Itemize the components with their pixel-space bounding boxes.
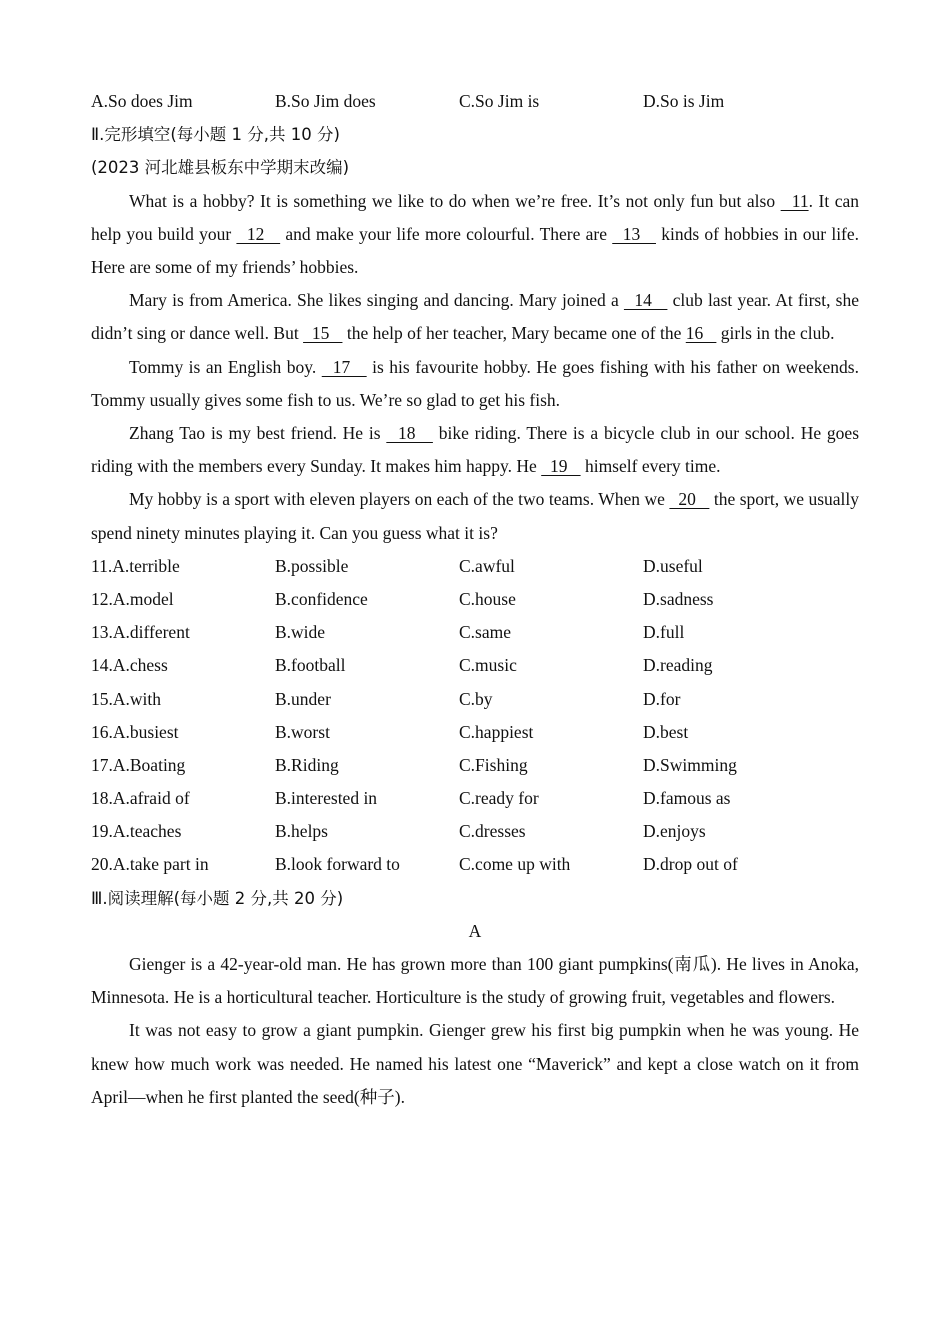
document-page (91, 85, 859, 1114)
option-c: C.Fishing (459, 754, 528, 775)
option-d: D.sadness (643, 588, 714, 609)
option-d: D.enjoys (643, 821, 706, 842)
option-a: 12.A.model (91, 588, 174, 609)
option-a: 11.A.terrible (91, 555, 180, 576)
question-row (91, 815, 859, 848)
option-c: C.by (459, 688, 493, 709)
question-row (91, 782, 859, 815)
option-d: D.Swimming (643, 754, 737, 775)
passage-label: A (468, 920, 482, 941)
option-d: D.best (643, 721, 689, 742)
question-row (91, 583, 859, 616)
section2-source: (2023 河北雄县板东中学期末改编) (91, 158, 350, 178)
reading-paragraph-2: It was not easy to grow a giant pumpkin. Gienger grew his first big pumpkin when he was young. He knew how much work was needed. He named his latest one “Maverick” and kept a close watch on it from April—when he first planted the seed(种子). (91, 1020, 859, 1107)
blank-11: 11 (780, 190, 809, 211)
cloze-paragraph-1: What is a hobby? It is something we like to do when we’re free. It’s not only fun but also 11. It can help you build your 12 and make your life more colourful. There are 13 kinds of hobbies in our life. Here are some of my friends’ hobbies. (91, 190, 860, 277)
cloze-paragraph-2: Mary is from America. She likes singing and dancing. Mary joined a 14 club last year. At first, she didn’t sing or dance well. But 15 the help of her teacher, Mary became one of the 16 girls in the club. (91, 290, 859, 344)
cloze-paragraph-3: Tommy is an English boy. 17 is his favourite hobby. He goes fishing with his father on weekends. Tommy usually gives some fish to us. We’re so glad to get his fish. (91, 356, 859, 410)
question-row (91, 716, 859, 749)
option-b: B.confidence (275, 588, 368, 609)
reading-paragraph-1: Gienger is a 42-year-old man. He has grown more than 100 giant pumpkins(南瓜). He lives in Anoka, Minnesota. He is a horticultural teacher. Horticulture is the study of growing fruit, vegetables and flowers. (91, 954, 859, 1008)
option-d: D.for (643, 688, 681, 709)
option-c: C.same (459, 622, 512, 643)
blank-14: 14 (623, 290, 668, 311)
question-row (91, 683, 859, 716)
option-d: D.drop out of (643, 854, 738, 875)
blank-18: 18 (386, 422, 433, 443)
option-b: B.Riding (275, 754, 339, 775)
option-d: D.reading (643, 655, 713, 676)
option-a: 14.A.chess (91, 655, 168, 676)
option-a: 17.A.Boating (91, 754, 186, 775)
option-b: B.football (275, 655, 346, 676)
question-row (91, 848, 859, 881)
option-a: 20.A.take part in (91, 854, 209, 875)
blank-17: 17 (321, 356, 367, 377)
option-b: B.helps (275, 821, 328, 842)
option-b: B.look forward to (275, 854, 400, 875)
option-b: B.interested in (275, 788, 378, 809)
cloze-paragraph-4: Zhang Tao is my best friend. He is 18 bike riding. There is a bicycle club in our school. He goes riding with the members every Sunday. It makes him happy. He 19 himself every time. (91, 422, 860, 477)
option-c: C.come up with (459, 854, 571, 875)
option-c: C.awful (459, 555, 515, 576)
option-b: B.possible (275, 555, 349, 576)
blank-15: 15 (303, 323, 343, 344)
option-d: D.famous as (643, 788, 731, 809)
option-c: C.house (459, 588, 516, 609)
option-d: D.So is Jim (643, 91, 725, 111)
option-a: 18.A.afraid of (91, 788, 190, 809)
option-c: C.ready for (459, 788, 539, 809)
option-a: A.So does Jim (91, 91, 193, 111)
option-b: B.wide (275, 622, 326, 643)
blank-13: 13 (612, 223, 656, 244)
blank-19: 19 (541, 456, 581, 477)
prev-question-options (91, 85, 859, 118)
blank-20: 20 (669, 489, 710, 510)
option-d: D.full (643, 622, 685, 643)
option-c: C.dresses (459, 821, 526, 842)
question-row (91, 616, 859, 649)
option-b: B.under (275, 688, 331, 709)
option-c: C.music (459, 655, 517, 676)
question-row (91, 550, 859, 583)
question-row (91, 749, 859, 782)
blank-16: 16 (685, 323, 717, 344)
option-c: C.So Jim is (459, 91, 540, 111)
option-b: B.worst (275, 721, 330, 742)
question-options-list (91, 550, 859, 882)
section3-title: Ⅲ.阅读理解(每小题 2 分,共 20 分) (91, 888, 344, 908)
option-a: 19.A.teaches (91, 821, 182, 842)
option-a: 16.A.busiest (91, 721, 179, 742)
section2-title: Ⅱ.完形填空(每小题 1 分,共 10 分) (91, 125, 340, 145)
option-b: B.So Jim does (275, 91, 376, 111)
question-row (91, 649, 859, 682)
cloze-paragraph-5: My hobby is a sport with eleven players on each of the two teams. When we 20 the sport, we usually spend ninety minutes playing it. Can you guess what it is? (91, 489, 860, 543)
blank-12: 12 (236, 223, 281, 244)
option-c: C.happiest (459, 721, 534, 742)
option-a: 15.A.with (91, 688, 161, 709)
option-a: 13.A.different (91, 622, 190, 643)
option-d: D.useful (643, 555, 703, 576)
